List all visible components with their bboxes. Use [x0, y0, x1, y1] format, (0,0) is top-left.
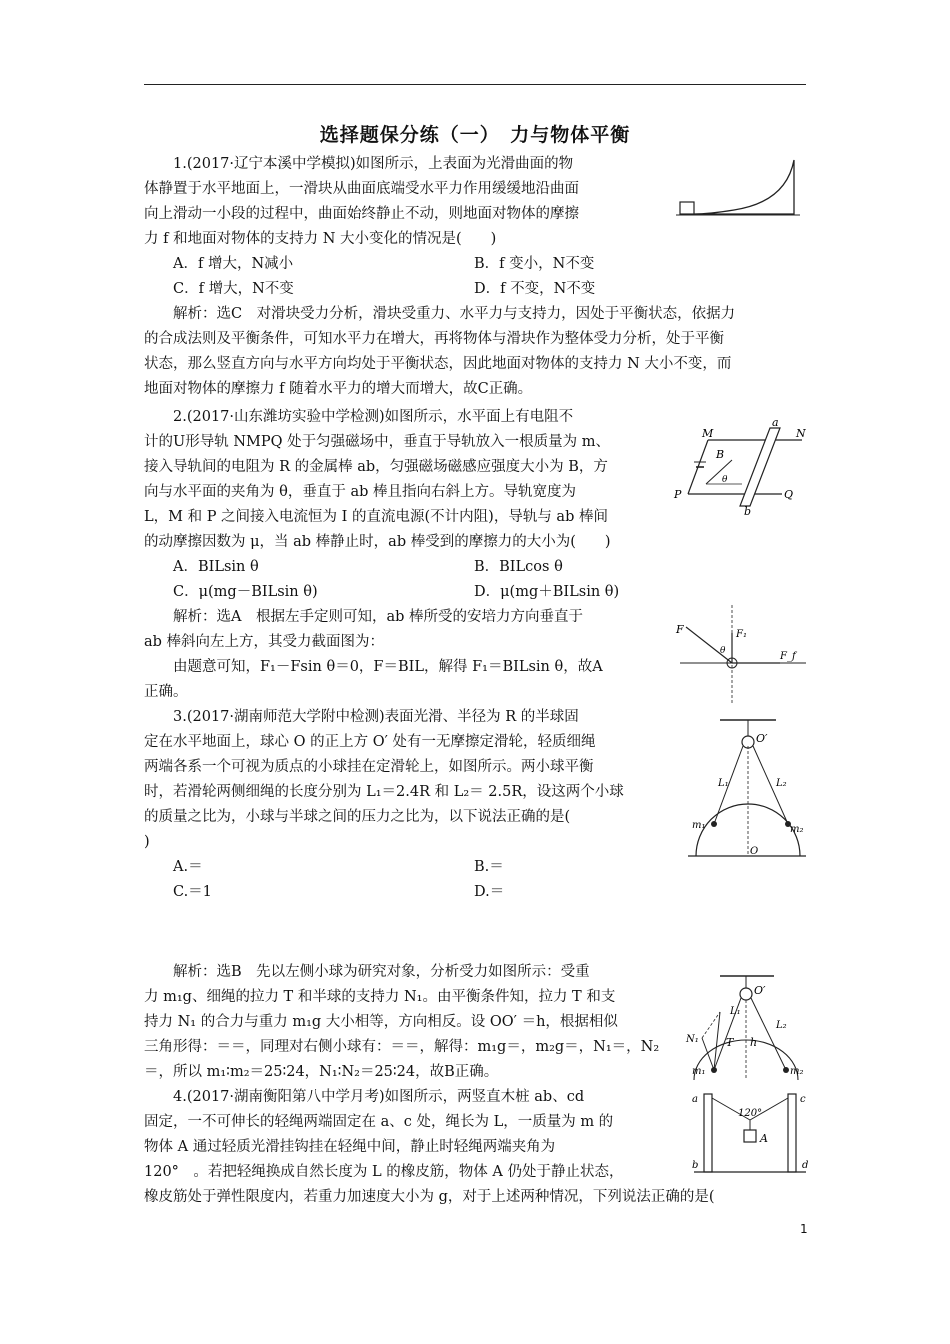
- q3-line: 时，若滑轮两侧细绳的长度分别为 L₁＝2.4R 和 L₂＝ 2.5R，设这两个小球: [144, 784, 624, 800]
- q1-option-c[interactable]: C．f 增大，N不变: [173, 281, 294, 297]
- label-L1-2: L₁: [730, 1006, 741, 1017]
- q2-analysis-line: ab 棒斜向左上方，其受力截面图为：: [144, 634, 385, 650]
- q2-option-c[interactable]: C．μ(mg－BILsin θ): [173, 584, 318, 600]
- label-a-2: a: [692, 1094, 698, 1105]
- label-O-prime-2: O′: [754, 984, 766, 997]
- page-number: 1: [800, 1222, 808, 1236]
- label-theta-2: θ: [720, 646, 726, 656]
- q3-analysis-line: 三角形得：＝＝，同理对右侧小球有：＝＝，解得：m₁g＝，m₂g＝，N₁＝，N₂: [144, 1039, 660, 1055]
- question-3-analysis: [144, 960, 664, 1185]
- figure-force-section: [672, 605, 812, 705]
- figure-curved-surface: [674, 156, 804, 218]
- q2-option-b[interactable]: B．BILcos θ: [474, 559, 563, 575]
- q1-analysis-line: 状态，那么竖直方向与水平方向均处于平衡状态，因此地面对物体的支持力 N 大小不变，而: [144, 356, 732, 372]
- q2-analysis-line: 正确。: [144, 684, 188, 700]
- label-Ff: F_f: [780, 651, 796, 662]
- label-L2: L₂: [776, 778, 787, 789]
- label-L1: L₁: [718, 778, 729, 789]
- label-theta: θ: [722, 475, 728, 485]
- label-A: A: [760, 1132, 768, 1145]
- q2-option-a[interactable]: A．BILsin θ: [173, 559, 259, 575]
- figure-u-rails: [672, 420, 812, 516]
- q3-line: 的质量之比为，小球与半球之间的压力之比为，以下说法正确的是(: [144, 809, 571, 825]
- q1-option-a[interactable]: A．f 增大，N减小: [173, 256, 294, 272]
- label-P: P: [674, 488, 682, 501]
- q4-line: 物体 A 通过轻质光滑挂钩挂在轻绳中间，静止时轻绳两端夹角为: [144, 1139, 556, 1155]
- q3-analysis-line: ＝，所以 m₁∶m₂＝25∶24，N₁∶N₂＝25∶24，故B正确。: [144, 1064, 499, 1080]
- label-b: b: [744, 505, 752, 516]
- label-F1: F₁: [736, 629, 747, 640]
- label-M: M: [702, 427, 714, 440]
- q3-line: 3.(2017·湖南师范大学附中检测)表面光滑、半径为 R 的半球固: [173, 709, 579, 725]
- q2-line: L，M 和 P 之间接入电流恒为 I 的直流电源(不计内阻)，导轨与 ab 棒间: [144, 509, 608, 525]
- q3-option-c[interactable]: C.＝1: [173, 884, 212, 900]
- q1-analysis-line: 地面对物体的摩擦力 f 随着水平力的增大而增大，故C正确。: [144, 381, 533, 397]
- label-L2-2: L₂: [776, 1020, 787, 1031]
- q3-option-d[interactable]: D.＝: [474, 884, 505, 900]
- figure-posts-rope: [684, 1088, 816, 1178]
- q3-option-a[interactable]: A.＝: [173, 859, 203, 875]
- q1-option-d[interactable]: D．f 不变，N不变: [474, 281, 596, 297]
- label-T: T: [726, 1036, 734, 1049]
- q2-line: 的动摩擦因数为 μ，当 ab 棒静止时，ab 棒受到的摩擦力的大小为( ): [144, 534, 611, 550]
- q3-analysis-line: 力 m₁g、细绳的拉力 T 和半球的支持力 N₁。由平衡条件知，拉力 T 和支: [144, 989, 616, 1005]
- q3-option-b[interactable]: B.＝: [474, 859, 504, 875]
- q3-line: ): [144, 834, 150, 850]
- label-c: c: [800, 1094, 806, 1105]
- q4-line: 4.(2017·湖南衡阳第八中学月考)如图所示，两竖直木桩 ab、cd: [173, 1089, 585, 1105]
- label-a: a: [772, 420, 779, 429]
- q1-analysis-line: 的合成法则及平衡条件，可知水平力在增大，再将物体与滑块作为整体受力分析，处于平衡: [144, 331, 724, 347]
- label-h: h: [750, 1036, 758, 1049]
- q1-line: 体静置于水平地面上，一滑块从曲面底端受水平力作用缓缓地沿曲面: [144, 181, 579, 197]
- label-m1: m₁: [692, 820, 706, 831]
- figure-hemisphere: [684, 716, 810, 866]
- label-b-2: b: [692, 1160, 699, 1171]
- label-N1: N₁: [686, 1034, 699, 1045]
- label-O: O: [750, 846, 759, 857]
- q1-line: 力 f 和地面对物体的支持力 N 大小变化的情况是( ): [144, 231, 497, 247]
- q4-line: 橡皮筋处于弹性限度内，若重力加速度大小为 g，对于上述两种情况，下列说法正确的是(: [144, 1189, 715, 1205]
- q2-line: 2.(2017·山东潍坊实验中学检测)如图所示，水平面上有电阻不: [173, 409, 574, 425]
- label-N: N: [796, 427, 806, 440]
- q1-line: 向上滑动一小段的过程中，曲面始终静止不动，则地面对物体的摩擦: [144, 206, 579, 222]
- q1-analysis-line: 解析：选C 对滑块受力分析，滑块受重力、水平力与支持力，因处于平衡状态，依据力: [173, 306, 736, 322]
- q4-line: 固定，一不可伸长的轻绳两端固定在 a、c 处，绳长为 L，一质量为 m 的: [144, 1114, 614, 1130]
- q2-analysis-line: 由题意可知，F₁－Fsin θ＝0，F＝BIL，解得 F₁＝BILsin θ，故A: [173, 659, 603, 675]
- q1-option-b[interactable]: B．f 变小，N不变: [474, 256, 595, 272]
- label-m1-2: m₁: [692, 1066, 706, 1077]
- q4-line: 120° 。若把轻绳换成自然长度为 L 的橡皮筋，物体 A 仍处于静止状态，: [144, 1164, 624, 1180]
- q3-analysis-line: 持力 N₁ 的合力与重力 m₁g 大小相等，方向相反。设 OO′ ＝h，根据相似: [144, 1014, 618, 1030]
- q3-line: 定在水平地面上，球心 O 的正上方 O′ 处有一无摩擦定滑轮，轻质细绳: [144, 734, 596, 750]
- label-Q: Q: [784, 488, 794, 501]
- label-O-prime: O′: [756, 732, 768, 745]
- q2-line: 接入导轨间的电阻为 R 的金属棒 ab，匀强磁场磁感应强度大小为 B，方: [144, 459, 608, 475]
- question-4-last-line: [144, 1185, 806, 1210]
- label-B: B: [716, 448, 725, 461]
- label-m2: m₂: [790, 824, 804, 835]
- label-d: d: [802, 1160, 809, 1171]
- question-3: [144, 705, 664, 905]
- label-F: F: [676, 623, 684, 636]
- q2-line: 计的U形导轨 NMPQ 处于匀强磁场中，垂直于导轨放入一根质量为 m、: [144, 434, 610, 450]
- page-title: 选择题保分练（一） 力与物体平衡: [319, 124, 631, 146]
- label-m2-2: m₂: [790, 1066, 804, 1077]
- header-rule: [144, 84, 806, 85]
- q2-analysis-line: 解析：选A 根据左手定则可知，ab 棒所受的安培力方向垂直于: [173, 609, 584, 625]
- figure-hemisphere-analysis: [680, 972, 810, 1080]
- label-120-deg: 120°: [738, 1108, 763, 1119]
- q2-option-d[interactable]: D．μ(mg＋BILsin θ): [474, 584, 620, 600]
- q3-analysis-line: 解析：选B 先以左侧小球为研究对象，分析受力如图所示：受重: [173, 964, 590, 980]
- q3-line: 两端各系一个可视为质点的小球挂在定滑轮上，如图所示。两小球平衡: [144, 759, 594, 775]
- q1-line: 1.(2017·辽宁本溪中学模拟)如图所示，上表面为光滑曲面的物: [173, 156, 574, 172]
- q2-line: 向与水平面的夹角为 θ，垂直于 ab 棒且指向右斜上方。导轨宽度为: [144, 484, 576, 500]
